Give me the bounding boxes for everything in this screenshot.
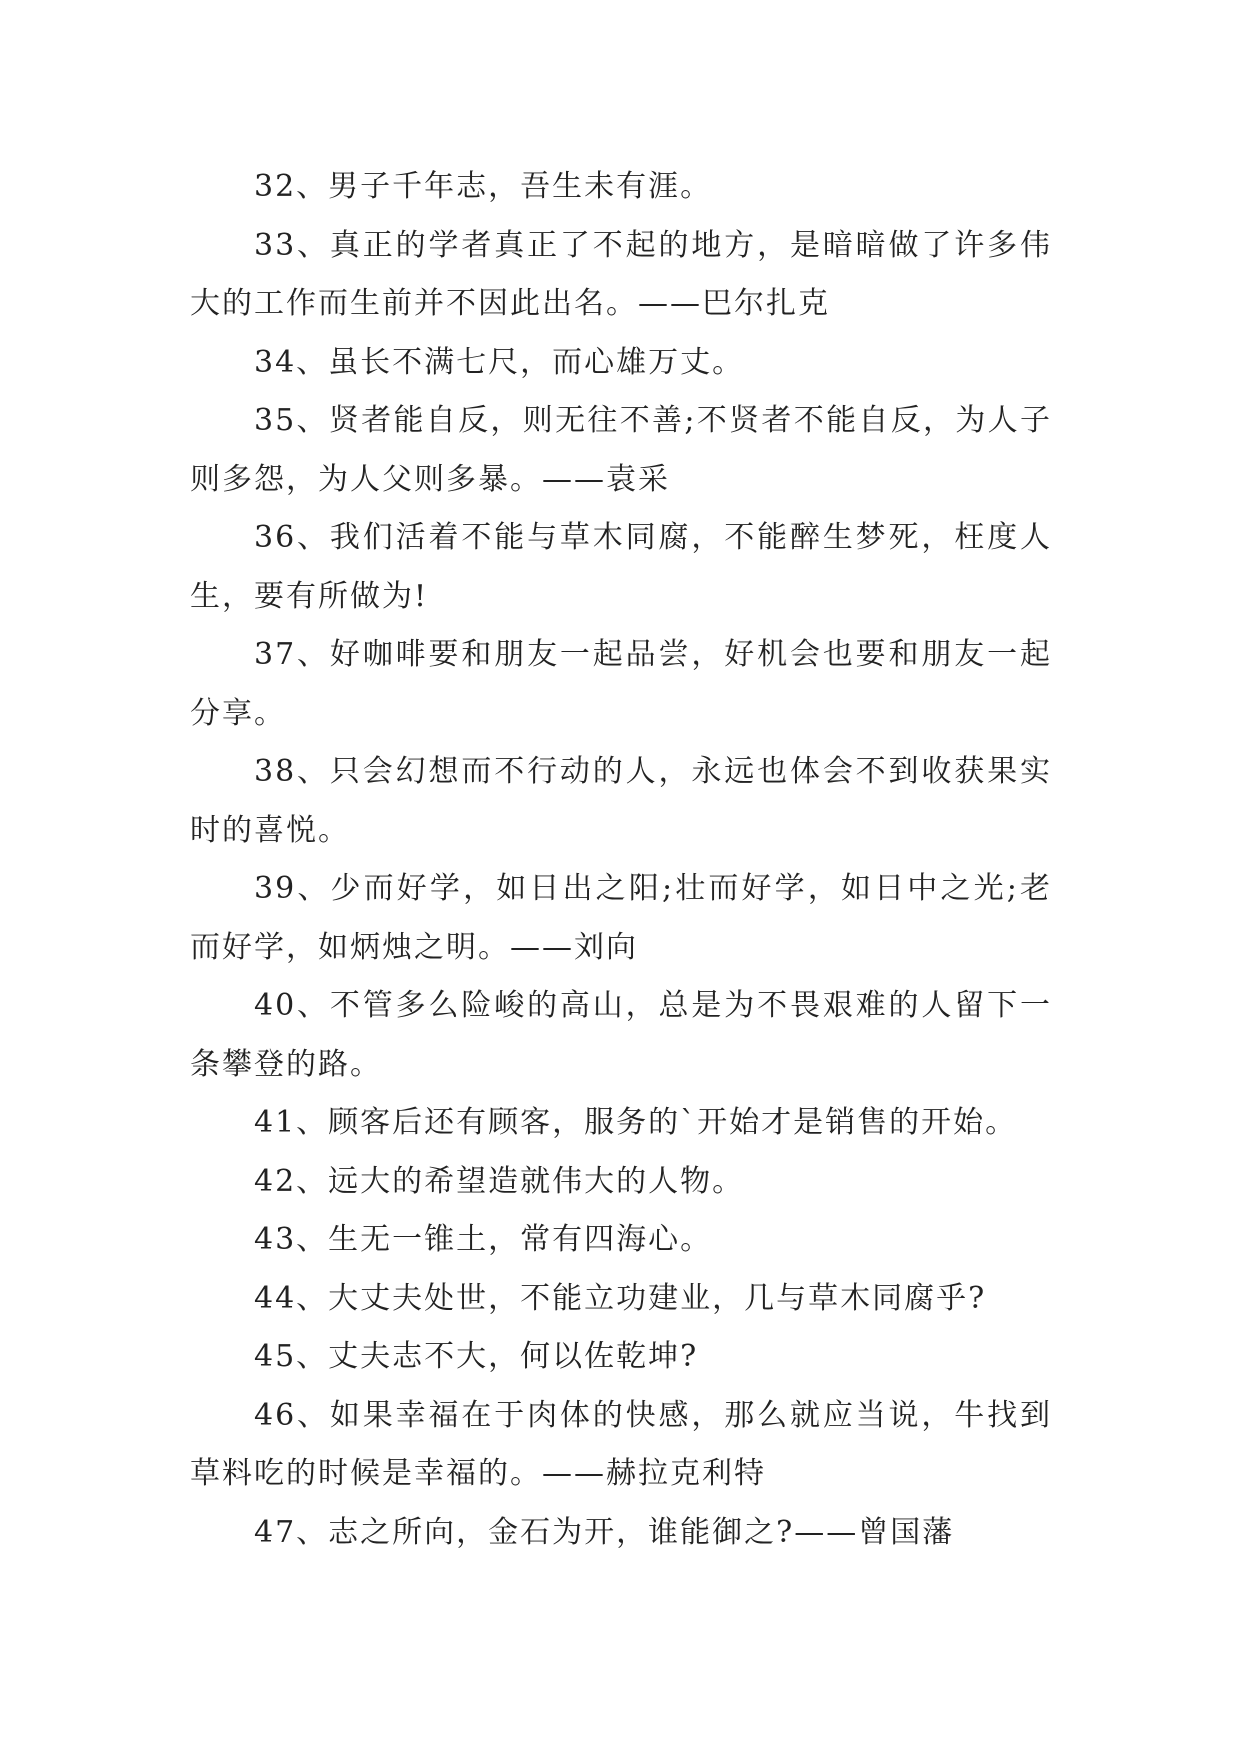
paragraph-38: 38、只会幻想而不行动的人，永远也体会不到收获果实时的喜悦。: [190, 754, 1052, 848]
paragraph-36: 36、我们活着不能与草木同腐，不能醉生梦死，枉度人生，要有所做为!: [190, 520, 1052, 614]
paragraph-37: 37、好咖啡要和朋友一起品尝，好机会也要和朋友一起分享。: [190, 637, 1052, 731]
paragraph-39: 39、少而好学，如日出之阳;壮而好学，如日中之光;老而好学，如炳烛之明。——刘向: [190, 871, 1052, 965]
paragraph-44: 44、大丈夫处世，不能立功建业，几与草木同腐乎?: [254, 1280, 987, 1316]
paragraph-42: 42、远大的希望造就伟大的人物。: [254, 1163, 745, 1199]
paragraph-34: 34、虽长不满七尺，而心雄万丈。: [254, 344, 745, 380]
paragraph-33: 33、真正的学者真正了不起的地方，是暗暗做了许多伟大的工作而生前并不因此出名。——巴尔扎克: [190, 227, 1052, 321]
paragraph-35: 35、贤者能自反，则无往不善;不贤者不能自反，为人子则多怨，为人父则多暴。——袁采: [190, 403, 1052, 497]
paragraph-40: 40、不管多么险峻的高山，总是为不畏艰难的人留下一条攀登的路。: [190, 988, 1052, 1082]
paragraph-32: 32、男子千年志，吾生未有涯。: [254, 169, 713, 204]
paragraph-45: 45、丈夫志不大，何以佐乾坤?: [254, 1339, 699, 1374]
paragraph-47: 47、志之所向，金石为开，谁能御之?——曾国藩: [254, 1514, 955, 1550]
paragraph-41: 41、顾客后还有顾客，服务的`开始才是销售的开始。: [254, 1105, 1018, 1140]
paragraph-43: 43、生无一锥土，常有四海心。: [254, 1222, 713, 1257]
document-body: [190, 158, 1052, 1562]
paragraph-46: 46、如果幸福在于肉体的快感，那么就应当说，牛找到草料吃的时候是幸福的。——赫拉克利特: [190, 1397, 1052, 1491]
